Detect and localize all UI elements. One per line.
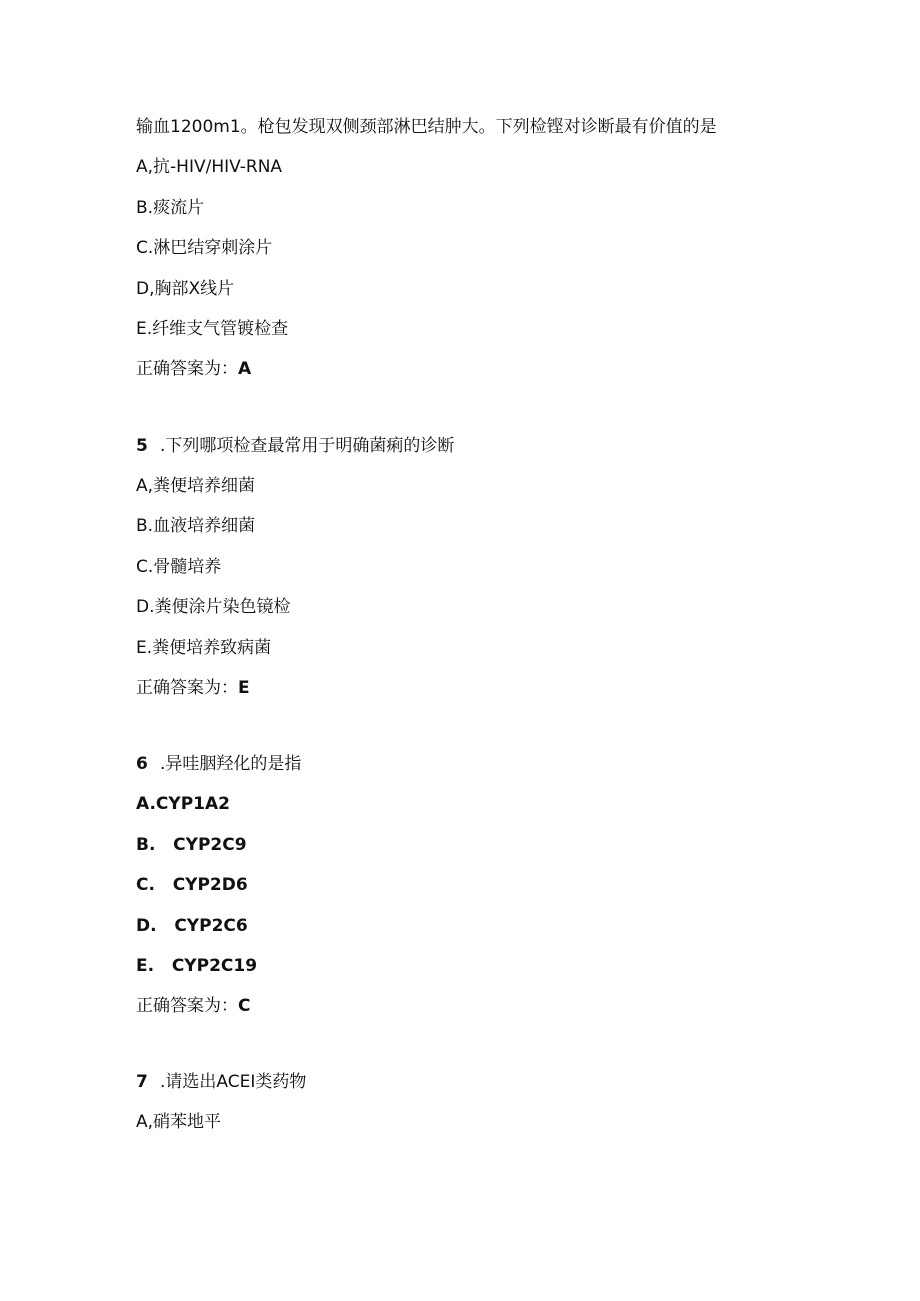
q5-option-a: A,粪便培养细菌: [136, 476, 256, 496]
answer-value: C: [238, 996, 251, 1016]
q4-option-c: C.淋巴结穿刺涂片: [136, 238, 273, 258]
q4-option-a: A,抗-HIV/HIV-RNA: [136, 157, 283, 177]
q4-option-d: D,胸部X线片: [136, 279, 235, 299]
q7-stem: .请选出ACEI类药物: [160, 1072, 307, 1092]
answer-label: 正确答案为：: [136, 678, 238, 698]
q5-option-c: C.骨髓培养: [136, 557, 222, 577]
q6-stem-line: [136, 753, 301, 775]
q5-stem: .下列哪项检查最常用于明确菌痢的诊断: [160, 436, 455, 456]
q4-answer: [136, 358, 251, 380]
q4-option-b: B.痰流片: [136, 198, 205, 218]
answer-value: A: [238, 359, 252, 379]
q4-stem: 输血1200m1。枪包发现双侧颈部淋巴结肿大。下列检铿对诊断最有价值的是: [136, 117, 717, 137]
q5-stem-line: [136, 435, 454, 457]
q5-answer: [136, 677, 250, 699]
answer-label: 正确答案为：: [136, 996, 238, 1016]
q6-option-b: B. CYP2C9: [136, 835, 247, 855]
q7-option-a: A,硝苯地平: [136, 1112, 222, 1132]
q5-option-d: D.粪便涂片染色镜检: [136, 597, 291, 617]
q6-option-c: C. CYP2D6: [136, 875, 248, 895]
answer-value: E: [238, 678, 250, 698]
q5-option-b: B.血液培养细菌: [136, 516, 256, 536]
q4-option-e: E.纤维支气管镀检查: [136, 319, 289, 339]
q6-option-d: D. CYP2C6: [136, 916, 248, 936]
q6-number: 6: [136, 754, 148, 774]
q7-stem-line: [136, 1071, 306, 1093]
q6-option-a: A.CYP1A2: [136, 794, 230, 814]
q7-number: 7: [136, 1072, 148, 1092]
q6-stem: .异哇胭羟化的是指: [160, 754, 302, 774]
q6-option-e: E. CYP2C19: [136, 956, 258, 976]
q5-number: 5: [136, 436, 148, 456]
q5-option-e: E.粪便培养致病菌: [136, 638, 272, 658]
answer-label: 正确答案为：: [136, 359, 238, 379]
q6-answer: [136, 995, 250, 1017]
